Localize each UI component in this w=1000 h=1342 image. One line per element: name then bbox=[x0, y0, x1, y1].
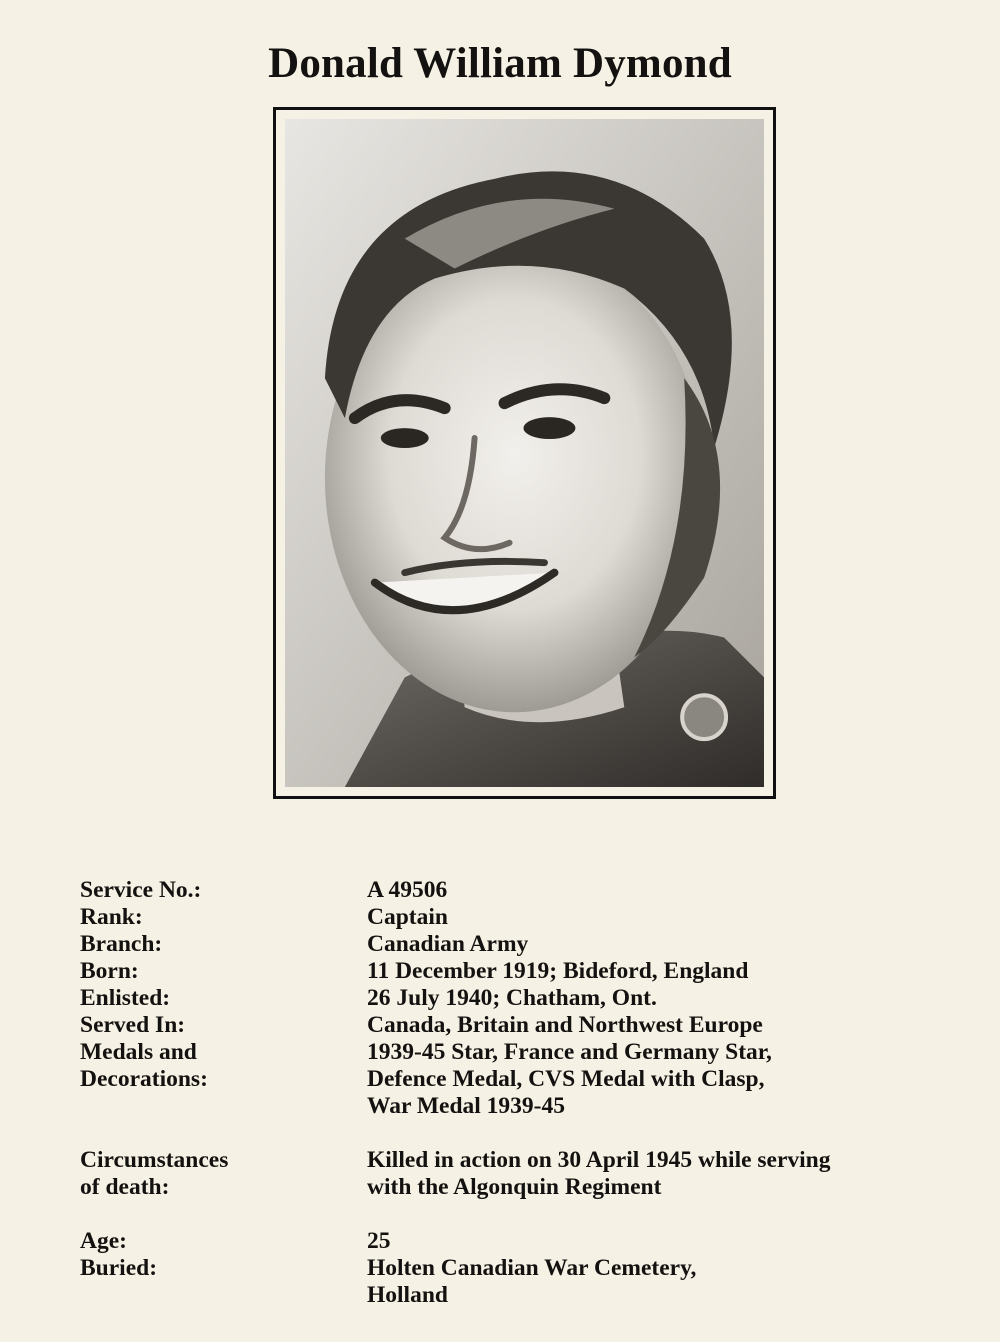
detail-row-rank bbox=[80, 904, 947, 931]
detail-label: Buried: bbox=[80, 1255, 158, 1281]
right-eye bbox=[524, 417, 576, 439]
service-details bbox=[80, 877, 947, 1309]
detail-value: 26 July 1940; Chatham, Ont. bbox=[367, 985, 657, 1011]
detail-value: Captain bbox=[367, 904, 448, 930]
detail-value: Canadian Army bbox=[367, 931, 529, 957]
detail-value: with the Algonquin Regiment bbox=[367, 1174, 662, 1200]
detail-row-born bbox=[80, 958, 947, 985]
portrait-photo bbox=[285, 119, 764, 787]
detail-value: 11 December 1919; Bideford, England bbox=[367, 958, 749, 984]
detail-value: Killed in action on 30 April 1945 while serving bbox=[367, 1147, 831, 1173]
detail-row-of-death bbox=[80, 1174, 947, 1201]
portrait-image bbox=[285, 119, 764, 787]
detail-value: A 49506 bbox=[367, 877, 448, 903]
detail-label: Age: bbox=[80, 1228, 127, 1254]
left-eye bbox=[381, 428, 429, 448]
detail-row-enlisted bbox=[80, 985, 947, 1012]
detail-label: Born: bbox=[80, 958, 139, 984]
detail-row-buried bbox=[80, 1255, 947, 1309]
detail-row-circumstances bbox=[80, 1147, 947, 1174]
detail-row-branch bbox=[80, 931, 947, 958]
detail-label: Branch: bbox=[80, 931, 163, 957]
section-spacer bbox=[80, 1201, 947, 1228]
page-title: Donald William Dymond bbox=[268, 40, 732, 87]
detail-value: Defence Medal, CVS Medal with Clasp, bbox=[367, 1066, 765, 1092]
detail-value: War Medal 1939-45 bbox=[367, 1093, 565, 1119]
detail-value: 25 bbox=[367, 1228, 391, 1254]
section-spacer bbox=[80, 1120, 947, 1147]
detail-value: 1939-45 Star, France and Germany Star, bbox=[367, 1039, 772, 1065]
detail-label: Rank: bbox=[80, 904, 143, 930]
detail-value: Holten Canadian War Cemetery, bbox=[367, 1255, 697, 1281]
detail-label: Service No.: bbox=[80, 877, 202, 903]
detail-label: of death: bbox=[80, 1174, 170, 1200]
detail-value: Holland bbox=[367, 1282, 448, 1308]
detail-row-decorations bbox=[80, 1066, 947, 1120]
detail-label: Decorations: bbox=[80, 1066, 208, 1092]
detail-label: Medals and bbox=[80, 1039, 197, 1065]
detail-label: Served In: bbox=[80, 1012, 186, 1038]
detail-row-age bbox=[80, 1228, 947, 1255]
collar-badge bbox=[682, 695, 726, 739]
detail-row-served-in bbox=[80, 1012, 947, 1039]
detail-value: Canada, Britain and Northwest Europe bbox=[367, 1012, 763, 1038]
detail-label: Enlisted: bbox=[80, 985, 171, 1011]
detail-label: Circumstances bbox=[80, 1147, 229, 1173]
detail-row-service-no bbox=[80, 877, 947, 904]
detail-row-medals bbox=[80, 1039, 947, 1066]
portrait-frame bbox=[273, 107, 776, 799]
